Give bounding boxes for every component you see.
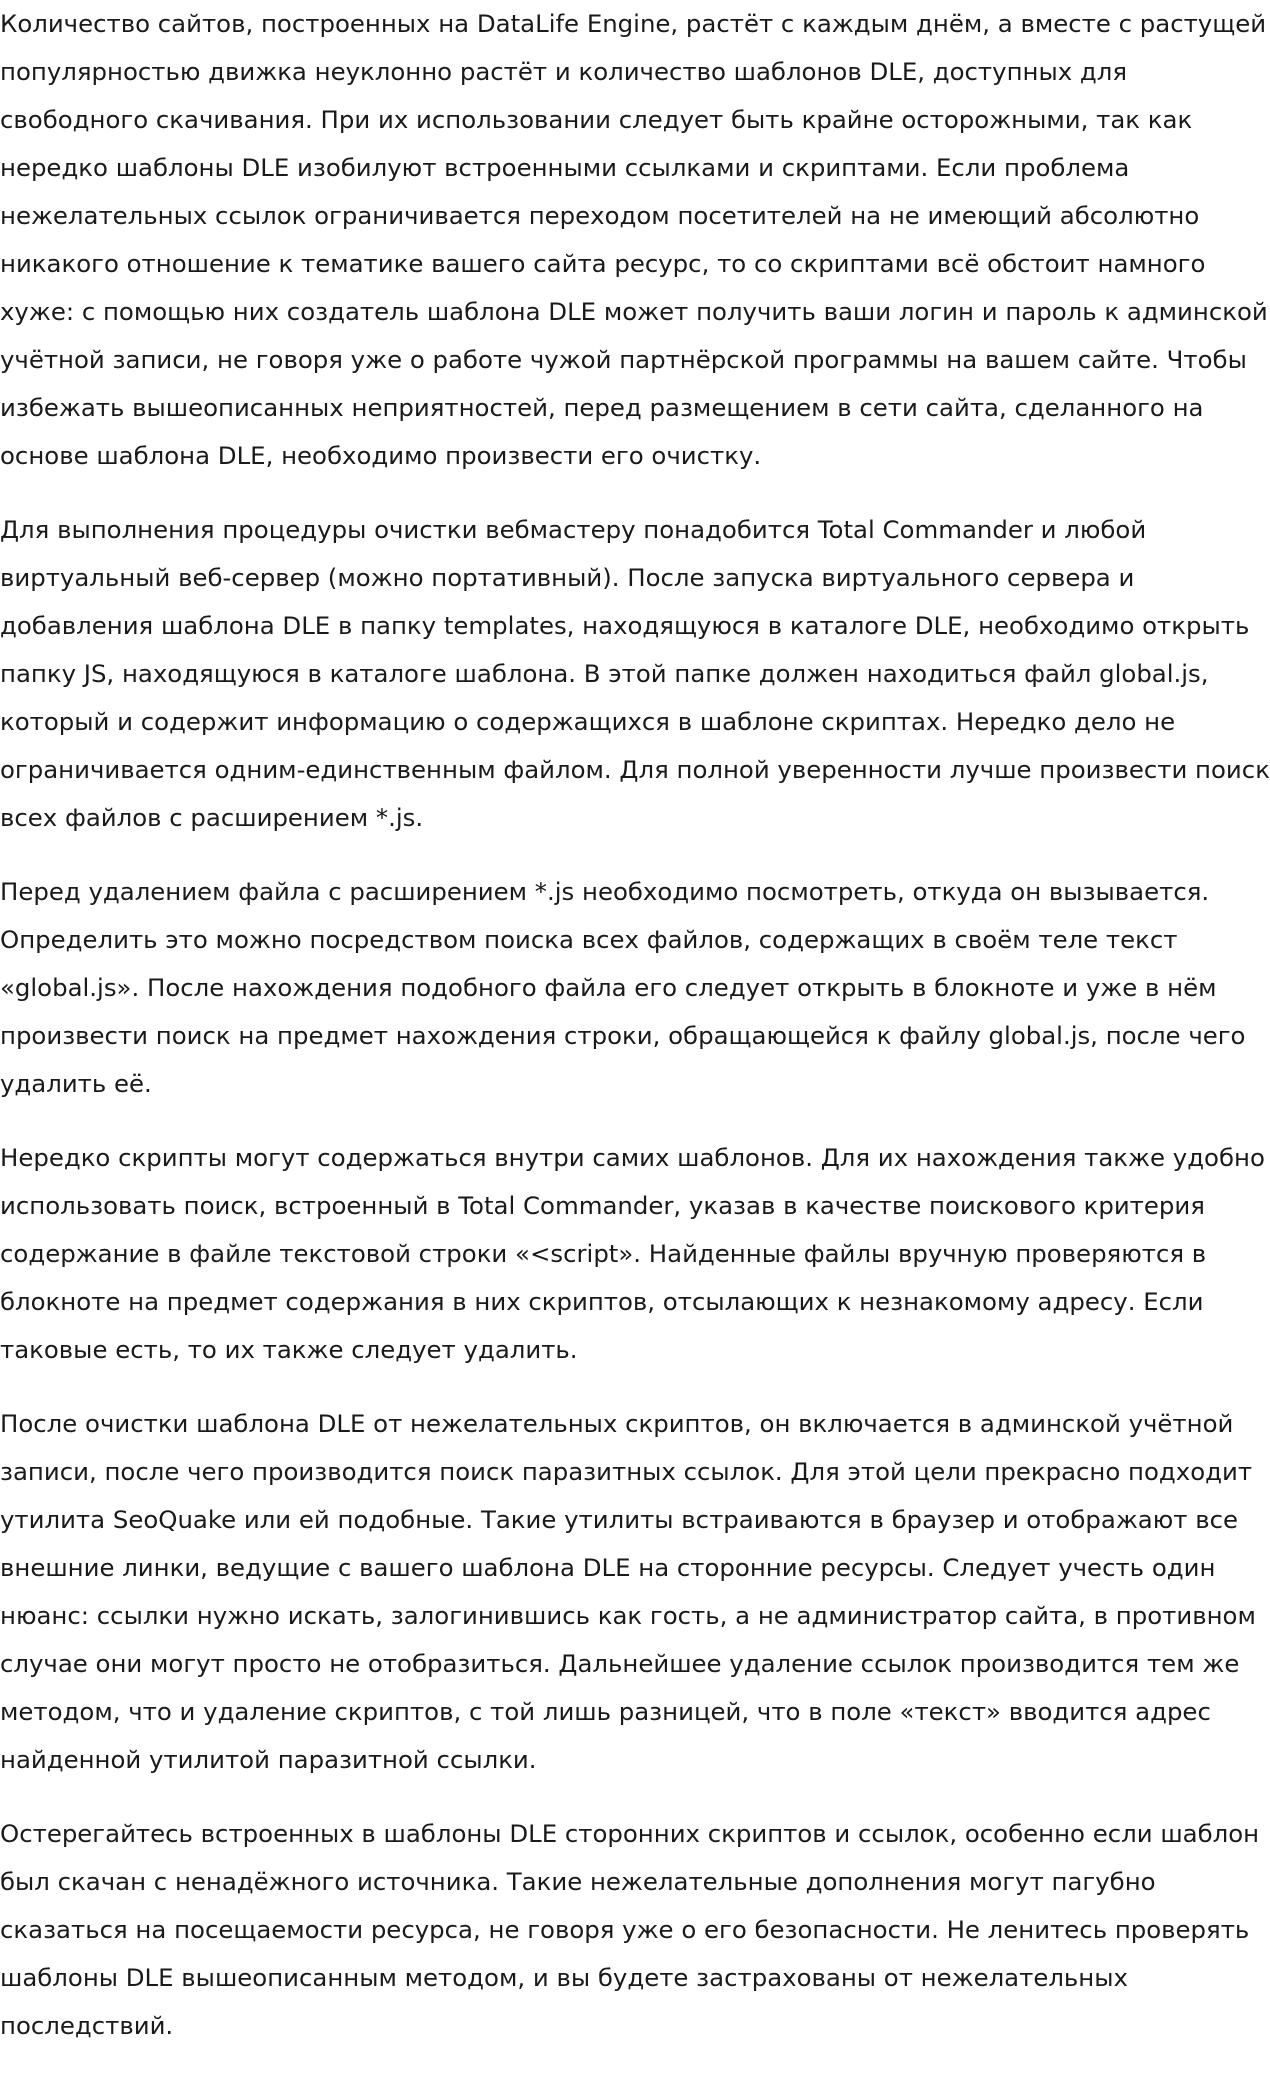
paragraph-intro: Количество сайтов, построенных на DataLife Engine, растёт с каждым днём, а вместе с растущей популярностью движка неуклонно растёт и количество шаблонов DLE, доступных для свободного скачивания. При их использовании следует быть крайне осторожными, так как нередко шаблоны DLE изобилуют встроенными ссылками и скриптами. Если проблема нежелательных ссылок ограничивается переходом посетителей на не имеющий абсолютно никакого отношение к тематике вашего сайта ресурс, то со скриптами всё обстоит намного хуже: с помощью них создатель шаблона DLE может получить ваши логин и пароль к админской учётной записи, не говоря уже о работе чужой партнёрской программы на вашем сайте. Чтобы избежать вышеописанных неприятностей, перед размещением в сети сайта, сделанного на основе шаблона DLE, необходимо произвести его очистку. <box>0 9 1268 470</box>
paragraph-inline-scripts: Нередко скрипты могут содержаться внутри самих шаблонов. Для их нахождения также удобно использовать поиск, встроенный в Total Commander, указав в качестве поискового критерия содержание в файле текстовой строки «<script». Найденные файлы вручную проверяются в блокноте на предмет содержания в них скриптов, отсылающих к незнакомому адресу. Если таковые есть, то их также следует удалить. <box>0 1143 1265 1364</box>
paragraph-js-removal: Перед удалением файла с расширением *.js необходимо посмотреть, откуда он вызывается. Определить это можно посредством поиска всех файлов, содержащих в своём теле текст «global.js». После нахождения подобного файла его следует открыть в блокноте и уже в нём произвести поиск на предмет нахождения строки, обращающейся к файлу global.js, после чего удалить её. <box>0 877 1246 1098</box>
paragraph-conclusion: Остерегайтесь встроенных в шаблоны DLE сторонних скриптов и ссылок, особенно если шаблон был скачан с ненадёжного источника. Такие нежелательные дополнения могут пагубно сказаться на посещаемости ресурса, не говоря уже о его безопасности. Не ленитесь проверять шаблоны DLE вышеописанным методом, и вы будете застрахованы от нежелательных последствий. <box>0 1819 1260 2040</box>
paragraph-tools: Для выполнения процедуры очистки вебмастеру понадобится Total Commander и любой виртуальный веб-сервер (можно портативный). После запуска виртуального сервера и добавления шаблона DLE в папку templates, находящуюся в каталоге DLE, необходимо открыть папку JS, находящуюся в каталоге шаблона. В этой папке должен находиться файл global.js, который и содержит информацию о содержащихся в шаблоне скриптах. Нередко дело не ограничивается одним-единственным файлом. Для полной уверенности лучше произвести поиск всех файлов с расширением *.js. <box>0 515 1270 832</box>
paragraph-link-cleanup: После очистки шаблона DLE от нежелательных скриптов, он включается в админской учётной записи, после чего производится поиск паразитных ссылок. Для этой цели прекрасно подходит утилита SeoQuake или ей подобные. Такие утилиты встраиваются в браузер и отображают все внешние линки, ведущие с вашего шаблона DLE на сторонние ресурсы. Следует учесть один нюанс: ссылки нужно искать, залогинившись как гость, а не администратор сайта, в противном случае они могут просто не отобразиться. Дальнейшее удаление ссылок производится тем же методом, что и удаление скриптов, с той лишь разницей, что в поле «текст» вводится адрес найденной утилитой паразитной ссылки. <box>0 1409 1256 1774</box>
